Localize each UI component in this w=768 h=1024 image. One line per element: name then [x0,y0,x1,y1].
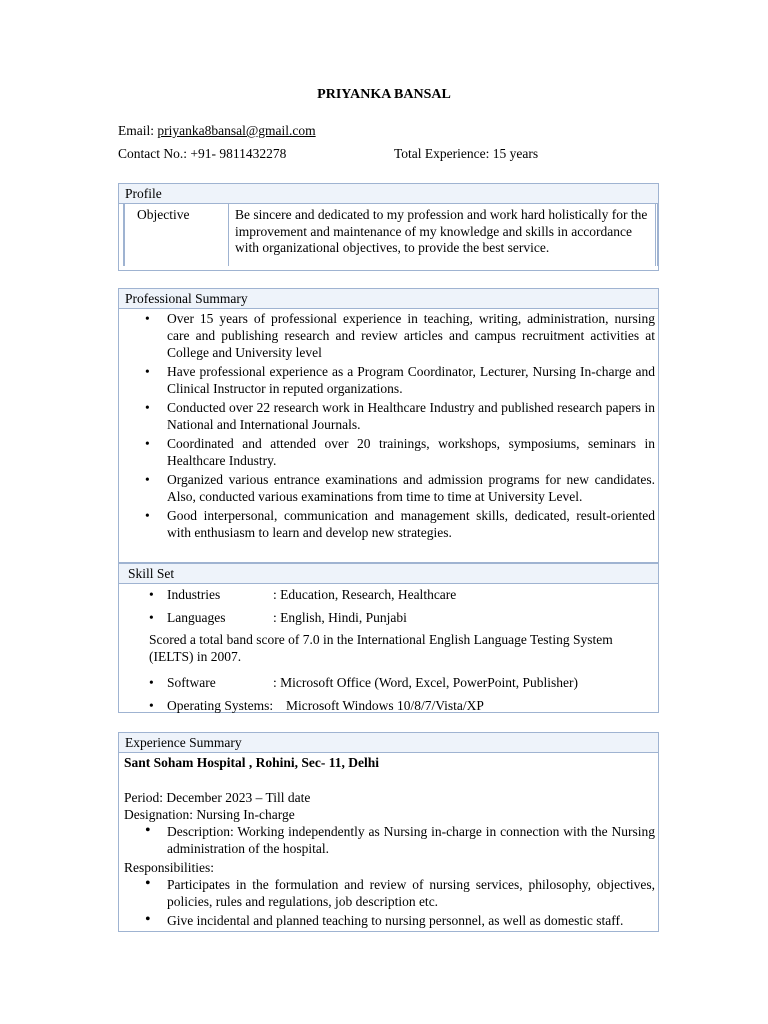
list-item: • Conducted over 22 research work in Healthcare Industry and published research papers in National and International Journals. [119,399,658,433]
list-item: • Good interpersonal, communication and management skills, dedicated, result-oriented with enthusiasm to learn and develop new strategies. [119,507,658,541]
bullet-icon: • [149,698,154,713]
ielts-text: Scored a total band score of 7.0 in the International English Language Testing System (IELTS) in 2007. [149,632,613,664]
list-item: • Give incidental and planned teaching to nursing personnel, as well as domestic staff. [119,912,658,929]
professional-summary-section [118,288,659,563]
list-item: • Participates in the formulation and review of nursing services, philosophy, objectives, policies, rules and regulations, job description etc. [119,876,658,910]
list-item: • Description: Working independently as Nursing in-charge in connection with the Nursing administration of the hospital. [119,823,658,857]
email-link[interactable]: priyanka8bansal@gmail.com [157,123,316,138]
profile-table [119,204,658,266]
skill-value: : Education, Research, Healthcare [273,587,457,602]
skill-label: Languages [167,610,226,625]
list-item: • Over 15 years of professional experience in teaching, writing, administration, nursing care and publishing research and review articles and campus recruitment activities at College and University level [119,310,658,361]
profile-section [118,183,659,271]
skill-software [119,672,658,695]
responsibilities-label: Responsibilities: [124,860,215,875]
skill-operating-systems [119,695,658,718]
employer-name: Sant Soham Hospital , Rohini, Sec- 11, Delhi [124,755,380,770]
email-line [118,123,316,139]
skill-value: Microsoft Windows 10/8/7/Vista/XP [286,698,484,713]
contact-number: Contact No.: +91- 9811432278 [118,146,287,161]
list-item: • Coordinated and attended over 20 trainings, workshops, symposiums, seminars in Healthcare Industry. [119,435,658,469]
skill-label: Operating Systems: [167,698,274,713]
bullet-icon: • [149,587,154,602]
summary-list [119,310,658,541]
skill-value: : English, Hindi, Punjabi [273,610,407,625]
objective-text: Be sincere and dedicated to my profession and work hard holistically for the improvement and maintenance of my knowledge and skills in accordance with organizational objectives, to provide the best service. [229,204,658,266]
period: Period: December 2023 – Till date [124,790,311,805]
list-item: • Organized various entrance examinations and admission programs for new candidates. Also, conducted various examinations from time to time at University Level. [119,471,658,505]
professional-summary-heading: Professional Summary [119,289,658,309]
bullet-icon: • [149,610,154,625]
experience-summary-heading: Experience Summary [119,733,658,753]
skill-industries [119,584,658,607]
list-item: • Have professional experience as a Program Coordinator, Lecturer, Nursing In-charge and Clinical Instructor in reputed organizations. [119,363,658,397]
skill-languages [119,607,658,630]
experience-summary-section [118,732,659,932]
description-list [119,823,658,857]
responsibilities-list [119,876,658,929]
skill-value: : Microsoft Office (Word, Excel, PowerPoint, Publisher) [273,675,578,690]
bullet-icon: • [149,675,154,690]
email-label: Email: [118,123,158,138]
designation: Designation: Nursing In-charge [124,807,295,822]
total-experience: Total Experience: 15 years [394,146,539,161]
candidate-name: PRIYANKA BANSAL [317,87,451,102]
skill-set-heading: Skill Set [119,564,658,584]
skill-set-section [118,563,659,713]
skill-label: Software [167,675,216,690]
skill-label: Industries [167,587,221,602]
profile-heading: Profile [119,184,658,204]
objective-label: Objective [123,204,229,266]
